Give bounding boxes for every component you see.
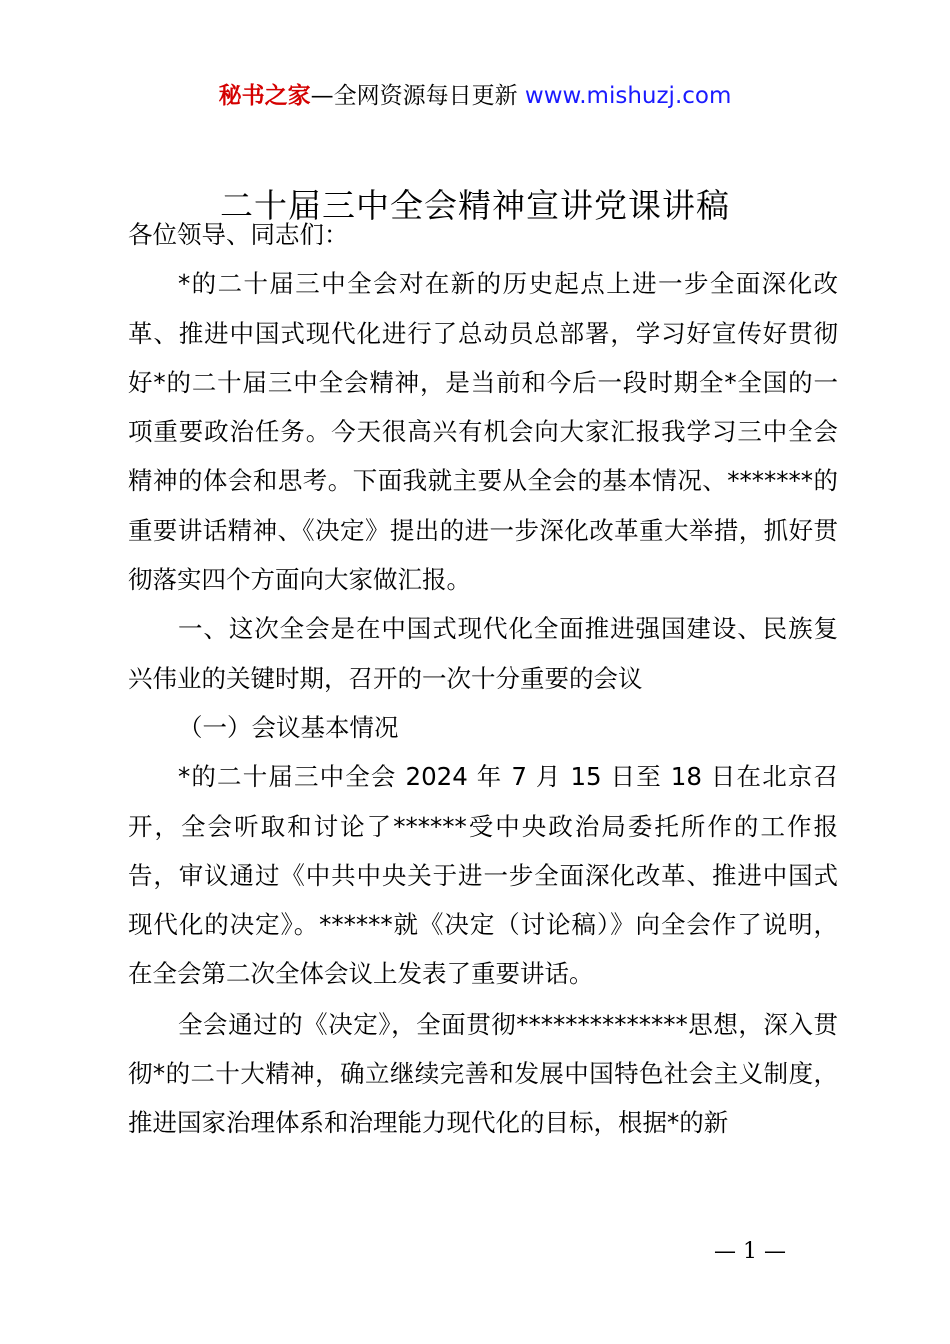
section-heading-1: 一、这次全会是在中国式现代化全面推进强国建设、民族复兴伟业的关键时期，召开的一次十分重要的会议 [128, 614, 838, 693]
site-header [0, 80, 950, 112]
salutation: 各位领导、同志们： [128, 220, 349, 249]
subsection-heading-1: （一）会议基本情况 [178, 712, 399, 742]
paragraph-decision: 全会通过的《决定》，全面贯彻**************思想，深入贯彻*的二十大精神，确立继续完善和发展中国特色社会主义制度，推进国家治理体系和治理能力现代化的目标，根据*的新 [128, 1009, 838, 1138]
site-brand: 秘书之家 [218, 83, 311, 109]
paragraph-intro: *的二十届三中全会对在新的历史起点上进一步全面深化改革、推进中国式现代化进行了总动员总部署，学习好宣传好贯彻好*的二十届三中全会精神，是当前和今后一段时期全*全国的一项重要政治任务。今天很高兴有机会向大家汇报我学习三中全会精神的体会和思考。下面我就主要从全会的基本情况、*******的重要讲话精神、《决定》提出的进一步深化改革重大举措，抓好贯彻落实四个方面向大家做汇报。 [128, 269, 838, 595]
page-number: — 1 — [714, 1239, 786, 1264]
paragraph-meeting-info: *的二十届三中全会 2024 年 7 月 15 日至 18 日在北京召开，全会听取和讨论了******受中央政治局委托所作的工作报告，审议通过《中共中央关于进一步全面深化改革、推进中国式现代化的决定》。******就《决定（讨论稿）》向全会作了说明，在全会第二次全体会议上发表了重要讲话。 [128, 762, 838, 989]
site-tagline: —全网资源每日更新 [310, 83, 525, 109]
site-url-link[interactable]: www.mishuzj.com [524, 83, 732, 109]
document-body [128, 210, 838, 1148]
document-title: 二十届三中全会精神宣讲党课讲稿 [220, 186, 730, 225]
